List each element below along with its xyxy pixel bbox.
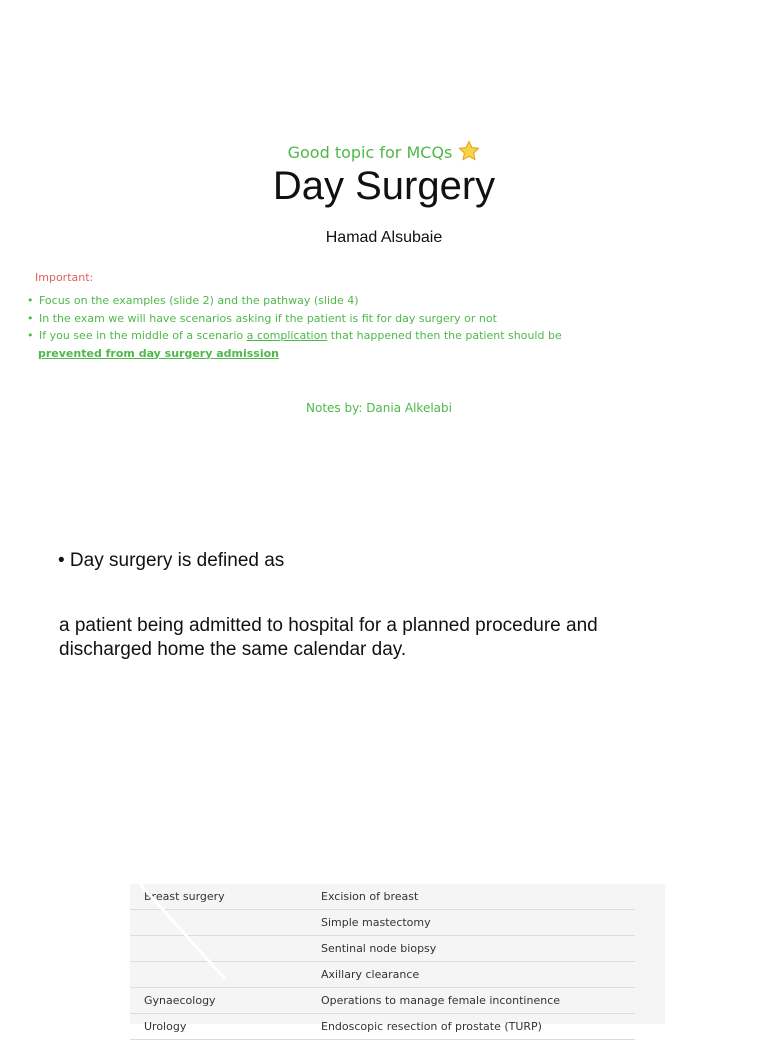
note-item bbox=[27, 327, 647, 362]
diagonal-line-decoration bbox=[130, 884, 665, 1024]
note-item bbox=[27, 310, 647, 328]
definition-text: a patient being admitted to hospital for a planned procedure and discharged home the same calendar day. bbox=[59, 615, 598, 660]
prevented-emphasis: prevented from day surgery admission bbox=[38, 346, 280, 360]
author-name: Hamad Alsubaie bbox=[325, 229, 443, 246]
page-title: Day Surgery bbox=[272, 164, 496, 208]
complication-emphasis: a complication bbox=[246, 329, 328, 342]
note-item-text: that happened then the patient should be bbox=[327, 329, 562, 342]
procedure-cell: Axillary clearance bbox=[321, 962, 635, 988]
important-notes-list bbox=[27, 292, 647, 362]
star-icon bbox=[458, 140, 480, 162]
procedure-cell: Excision of breast bbox=[321, 884, 635, 910]
note-item-text: If you see in the middle of a scenario bbox=[39, 329, 247, 342]
specialty-cell: Gynaecology bbox=[130, 988, 321, 1014]
mcq-note-text: Good topic for MCQs bbox=[287, 143, 453, 162]
specialty-cell: Breast surgery bbox=[130, 884, 321, 910]
procedure-cell: Sentinal node biopsy bbox=[321, 936, 635, 962]
notes-by: Notes by: Dania Alkelabi bbox=[306, 401, 452, 415]
procedure-cell: Simple mastectomy bbox=[321, 910, 635, 936]
procedure-cell: Endoscopic resection of prostate (TURP) bbox=[321, 1014, 635, 1040]
important-label: Important: bbox=[35, 271, 94, 284]
mcq-note bbox=[0, 140, 768, 162]
procedure-cell: Operations to manage female incontinence bbox=[321, 988, 635, 1014]
procedures-table-image bbox=[130, 884, 665, 1033]
specialty-cell: Urology bbox=[130, 1014, 321, 1040]
note-item-text: In the exam we will have scenarios asking if the patient is fit for day surgery or not bbox=[39, 311, 497, 325]
note-item-text: Focus on the examples (slide 2) and the pathway (slide 4) bbox=[39, 294, 359, 307]
definition-bullet: • Day surgery is defined as bbox=[58, 550, 285, 571]
note-item bbox=[27, 292, 647, 310]
